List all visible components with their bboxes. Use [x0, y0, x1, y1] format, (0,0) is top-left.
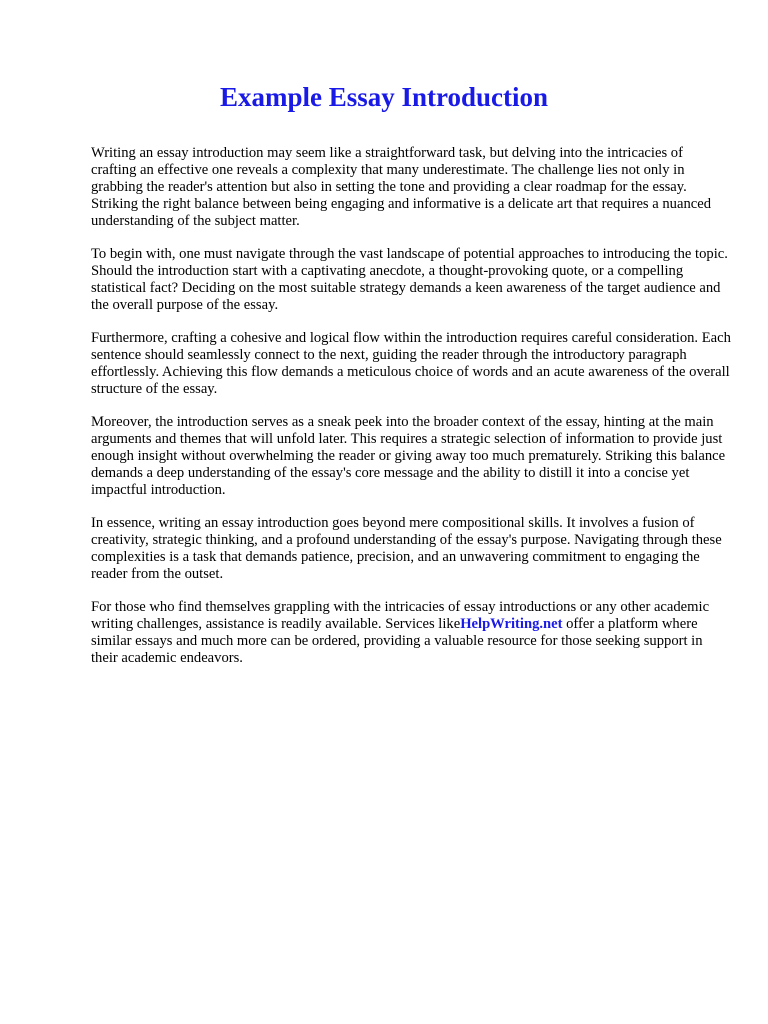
paragraph-4: Moreover, the introduction serves as a sneak peek into the broader context of the essay, hinting at the main arguments and themes that will unfold later. This requires a strategic selection of information to provide just enough insight without overwhelming the reader or giving away too much prematurely. Striking this balance demands a deep understanding of the essay's core message and the ability to distill it into a concise yet impactful introduction. [91, 414, 726, 498]
paragraph-2: To begin with, one must navigate through the vast landscape of potential approaches to introducing the topic. Should the introduction start with a captivating anecdote, a thought-provoking quote, or a compelling statistical fact? Deciding on the most suitable strategy demands a keen awareness of the target audience and the overall purpose of the essay. [91, 246, 728, 313]
paragraph-6-text-after-link: offer a platform where similar essays and much more can be ordered, providing a valuable resource for those seeking support in their academic endeavors. [91, 616, 703, 666]
helpwriting-link[interactable]: HelpWriting.net [460, 616, 563, 632]
paragraph-1: Writing an essay introduction may seem like a straightforward task, but delving into the intricacies of crafting an effective one reveals a complexity that many underestimate. The challenge lies not only in grabbing the reader's attention but also in setting the tone and providing a clear roadmap for the essay. Striking the right balance between being engaging and informative is a delicate art that requires a nuanced understanding of the subject matter. [91, 145, 711, 229]
paragraph-6-text-before-link: For those who find themselves grappling with the intricacies of essay introductions or any other academic writing challenges, assistance is readily available. Services like [91, 599, 710, 632]
essay-body [91, 145, 731, 683]
paragraph-6 [91, 599, 731, 667]
paragraph-3: Furthermore, crafting a cohesive and logical flow within the introduction requires careful consideration. Each sentence should seamlessly connect to the next, guiding the reader through the introductory paragraph effortlessly. Achieving this flow demands a meticulous choice of words and an acute awareness of the overall structure of the essay. [91, 330, 731, 397]
page-title: Example Essay Introduction [219, 82, 549, 112]
paragraph-5: In essence, writing an essay introduction goes beyond mere compositional skills. It involves a fusion of creativity, strategic thinking, and a profound understanding of the essay's purpose. Navigating through these complexities is a task that demands patience, precision, and an unwavering commitment to engaging the reader from the outset. [91, 515, 722, 582]
